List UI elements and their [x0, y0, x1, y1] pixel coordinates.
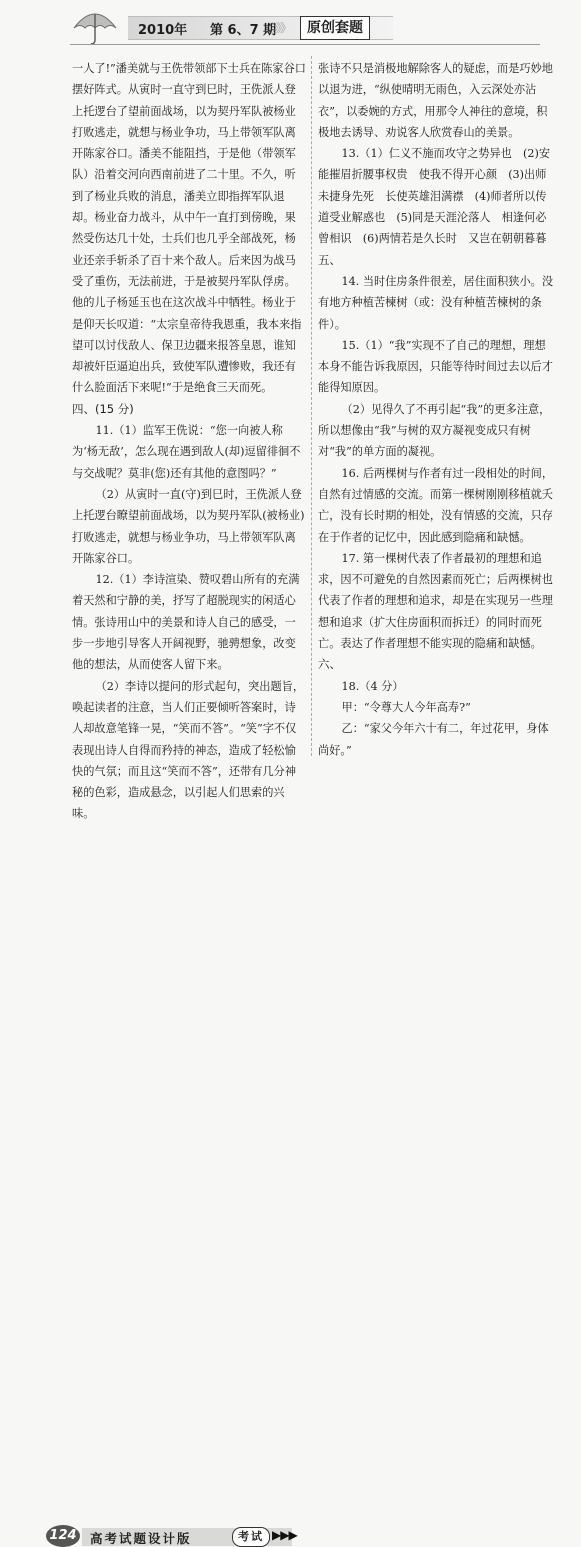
arrows-icon: ▶▶▶	[272, 1528, 297, 1542]
umbrella-icon	[70, 6, 120, 46]
answer-17: 17. 第一棵树代表了作者最初的理想和追求，因不可避免的自然因素而死亡；后两棵树也代表了作者的理想和追求，却是在实现另一些理想和追求（扩大住房面积而拆迁）的同时而死亡。表达了作者理想不能实现的隐痛和缺憾。	[318, 551, 553, 651]
page-number: 124	[46, 1525, 80, 1547]
journal-name: 高考试题设计版	[90, 1531, 192, 1546]
header-rule	[70, 44, 540, 45]
answer-14: 14. 当时住房条件很差，居住面积狭小。没有地方种植苦楝树（或：没有种植苦楝树的条件）。	[318, 274, 554, 331]
answer-11-2: （2）从寅时一直(守)到巳时，王侁派人登上托逻台瞭望前面战场，以为契丹军队(被杨业)打败逃走，就想与杨业争功，马上带领军队离开陈家谷口。	[72, 487, 305, 565]
answer-12-continued: 张诗不只是消极地解除客人的疑虑，而是巧妙地以退为进，“纵使晴明无雨色，入云深处亦沾衣”，以委婉的方式，用那令人神往的意境，积极地去诱导、劝说客人欣赏春山的美景。	[318, 62, 553, 139]
right-column	[318, 58, 554, 761]
section-five-heading: 五、	[318, 252, 341, 267]
answer-12-1: 12.（1）李诗渲染、赞叹碧山所有的充满着天然和宁静的美，抒写了超脱现实的闲适心情。张诗用山中的美景和诗人自己的感受，一步一步地引导客人开阔视野，驰骋想象，改变他的想法，从而使客人留下来。	[72, 573, 300, 672]
column-divider	[311, 56, 312, 756]
answer-12-2: （2）李诗以提问的形式起句，突出题旨，唤起读者的注意，当人们正要倾听答案时，诗人却故意笔锋一晃，“笑而不答”。“笑”字不仅表现出诗人自得而矜持的神态，造成了轻松愉快的气氛；而且这“笑而不答”，还带有几分神秘的色彩，造成悬念，以引起人们思索的兴味。	[72, 679, 305, 821]
answer-18-yi: 乙：“家父今年六十有二，年过花甲，身体尚好。”	[318, 722, 549, 757]
answer-15-1: 15.（1）“我”实现不了自己的理想，理想本身不能告诉我原因，只能等待时间过去以后才能得知原因。	[318, 338, 553, 395]
exam-badge: 考试	[232, 1527, 270, 1547]
header-chevrons: 》》》	[272, 21, 291, 35]
page-header	[0, 0, 581, 60]
header-title: 原创套题	[300, 16, 370, 40]
answer-16: 16. 后两棵树与作者有过一段相处的时间，自然有过情感的交流。而第一棵树刚刚移植就夭亡，没有长时期的相处，没有情感的交流，只存在于作者的记忆中，因此感到隐痛和缺憾。	[318, 466, 554, 544]
answer-18-jia: 甲：“令尊大人今年高寿?”	[341, 700, 471, 714]
header-year: 2010年	[138, 23, 188, 38]
answer-18: 18.（4 分）	[341, 679, 404, 693]
answer-11-1: 11.（1）监军王侁说：“您一向被人称为‘杨无敌’，怎么现在遇到敌人(却)逗留徘徊不与交战呢？莫非(您)还有其他的意图吗？”	[72, 424, 301, 480]
answer-15-2: （2）见得久了不再引起“我”的更多注意，所以想像由“我”与树的双方凝视变成只有树对“我”的单方面的凝视。	[318, 402, 551, 459]
answer-13: 13.（1）仁义不施而攻守之势异也 (2)安能摧眉折腰事权贵 使我不得开心颜 (3)出师未捷身先死 长使英雄泪满襟 (4)师者所以传道受业解惑也 (5)同是天涯沦落人 相逢何必曾相识 (6)两情若是久长时 又岂在朝朝暮暮	[318, 147, 551, 246]
translation-paragraph: 一人了!”潘美就与王侁带领部下士兵在陈家谷口摆好阵式。从寅时一直守到巳时，王侁派人登上托逻台了望前面战场，以为契丹军队被杨业打败逃走，就想与杨业争功，马上带领军队离开陈家谷口。潘美不能阻挡，于是他（带领军队）沿着交河向西南前进了二十里。不久，听到了杨业兵败的消息，潘美立即指挥军队退却。杨业奋力战斗，从中午一直打到傍晚，果然受伤达几十处，士兵们也几乎全部战死，杨业还亲手斩杀了百十来个敌人。后来因为战马受了重伤，无法前进，于是被契丹军队俘虏。他的儿子杨延玉也在这次战斗中牺牲。杨业于是仰天长叹道：“太宗皇帝待我恩重，我本来指望可以讨伐敌人、保卫边疆来报答皇恩，谁知却被奸臣逼迫出兵，致使军队遭惨败，我还有什么脸面活下来呢!”于是绝食三天而死。	[72, 62, 306, 395]
section-six-heading: 六、	[318, 657, 341, 672]
header-issue: 第 6、7 期	[210, 23, 277, 38]
section-four-heading: 四、(15 分)	[72, 401, 134, 416]
page-footer	[0, 760, 581, 1546]
left-column	[72, 58, 306, 825]
